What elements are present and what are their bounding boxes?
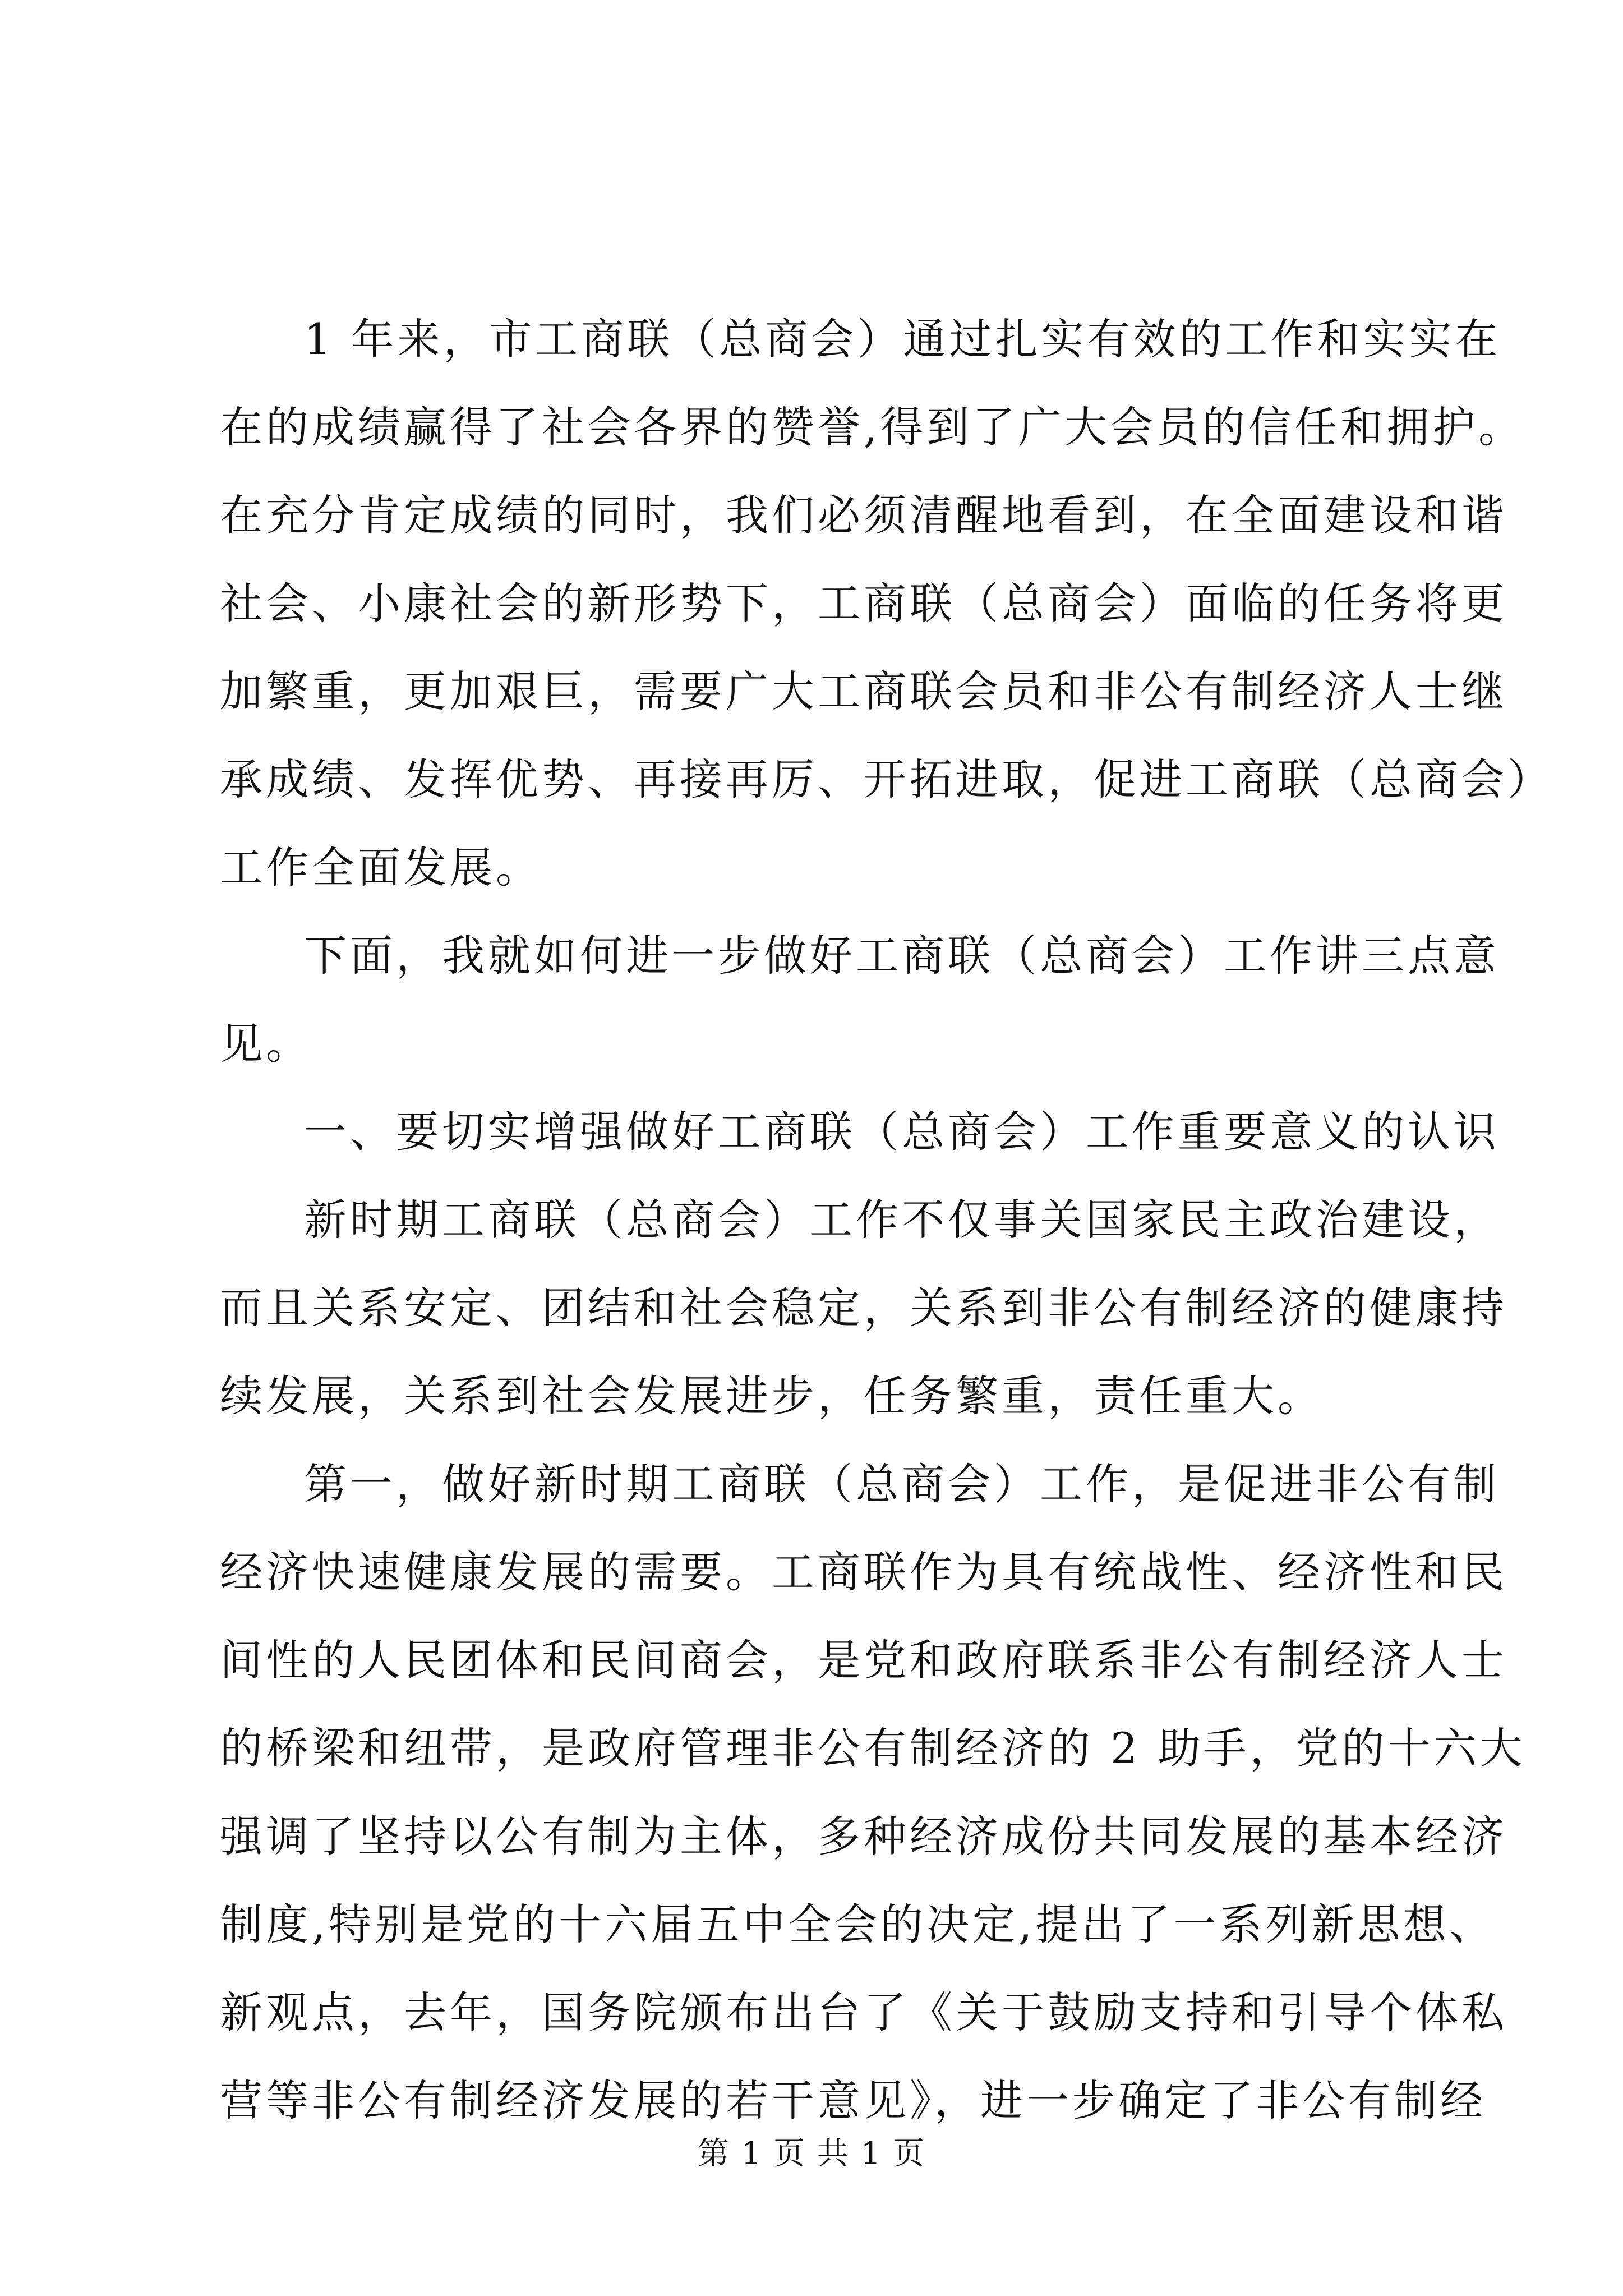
- section-heading: 一、要切实增强做好工商联（总商会）工作重要意义的认识: [304, 1107, 1500, 1157]
- text-line: 工作全面发展。: [220, 843, 542, 892]
- text-line: 在充分肯定成绩的同时，我们必须清醒地看到，在全面建设和谐: [220, 490, 1507, 540]
- text-line: 制度,特别是党的十六届五中全会的决定,提出了一系列新思想、: [220, 1899, 1496, 1949]
- text-line: 承成绩、发挥优势、再接再厉、开拓进取，促进工商联（总商会）: [220, 754, 1553, 804]
- text-line: 间性的人民团体和民间商会，是党和政府联系非公有制经济人士: [220, 1635, 1507, 1685]
- text-line: 见。: [220, 1019, 312, 1069]
- text-line: 经济快速健康发展的需要。工商联作为具有统战性、经济性和民: [220, 1547, 1507, 1597]
- text-line: 的桥梁和纽带，是政府管理非公有制经济的 2 助手，党的十六大: [220, 1723, 1526, 1773]
- text-line: 营等非公有制经济发展的若干意见》，进一步确定了非公有制经: [220, 2076, 1486, 2125]
- text-line: 而且关系安定、团结和社会稳定，关系到非公有制经济的健康持: [220, 1283, 1507, 1333]
- text-line: 第一，做好新时期工商联（总商会）工作，是促进非公有制: [304, 1459, 1500, 1509]
- text-line: 新观点，去年，国务院颁布出台了《关于鼓励支持和引导个体私: [220, 1987, 1507, 2037]
- text-line: 1 年来，市工商联（总商会）通过扎实有效的工作和实实在: [304, 314, 1501, 364]
- text-line: 续发展，关系到社会发展进步，任务繁重，责任重大。: [220, 1371, 1324, 1421]
- text-line: 社会、小康社会的新形势下，工商联（总商会）面临的任务将更: [220, 578, 1507, 628]
- text-line: 下面，我就如何进一步做好工商联（总商会）工作讲三点意: [304, 931, 1500, 981]
- text-line: 加繁重，更加艰巨，需要广大工商联会员和非公有制经济人士继: [220, 666, 1507, 716]
- page-footer: 第 1 页 共 1 页: [697, 2136, 926, 2172]
- text-line: 强调了坚持以公有制为主体，多种经济成份共同发展的基本经济: [220, 1811, 1507, 1861]
- text-line: 新时期工商联（总商会）工作不仅事关国家民主政治建设，: [304, 1195, 1500, 1245]
- text-line: 在的成绩赢得了社会各界的赞誉,得到了广大会员的信任和拥护。: [220, 402, 1525, 452]
